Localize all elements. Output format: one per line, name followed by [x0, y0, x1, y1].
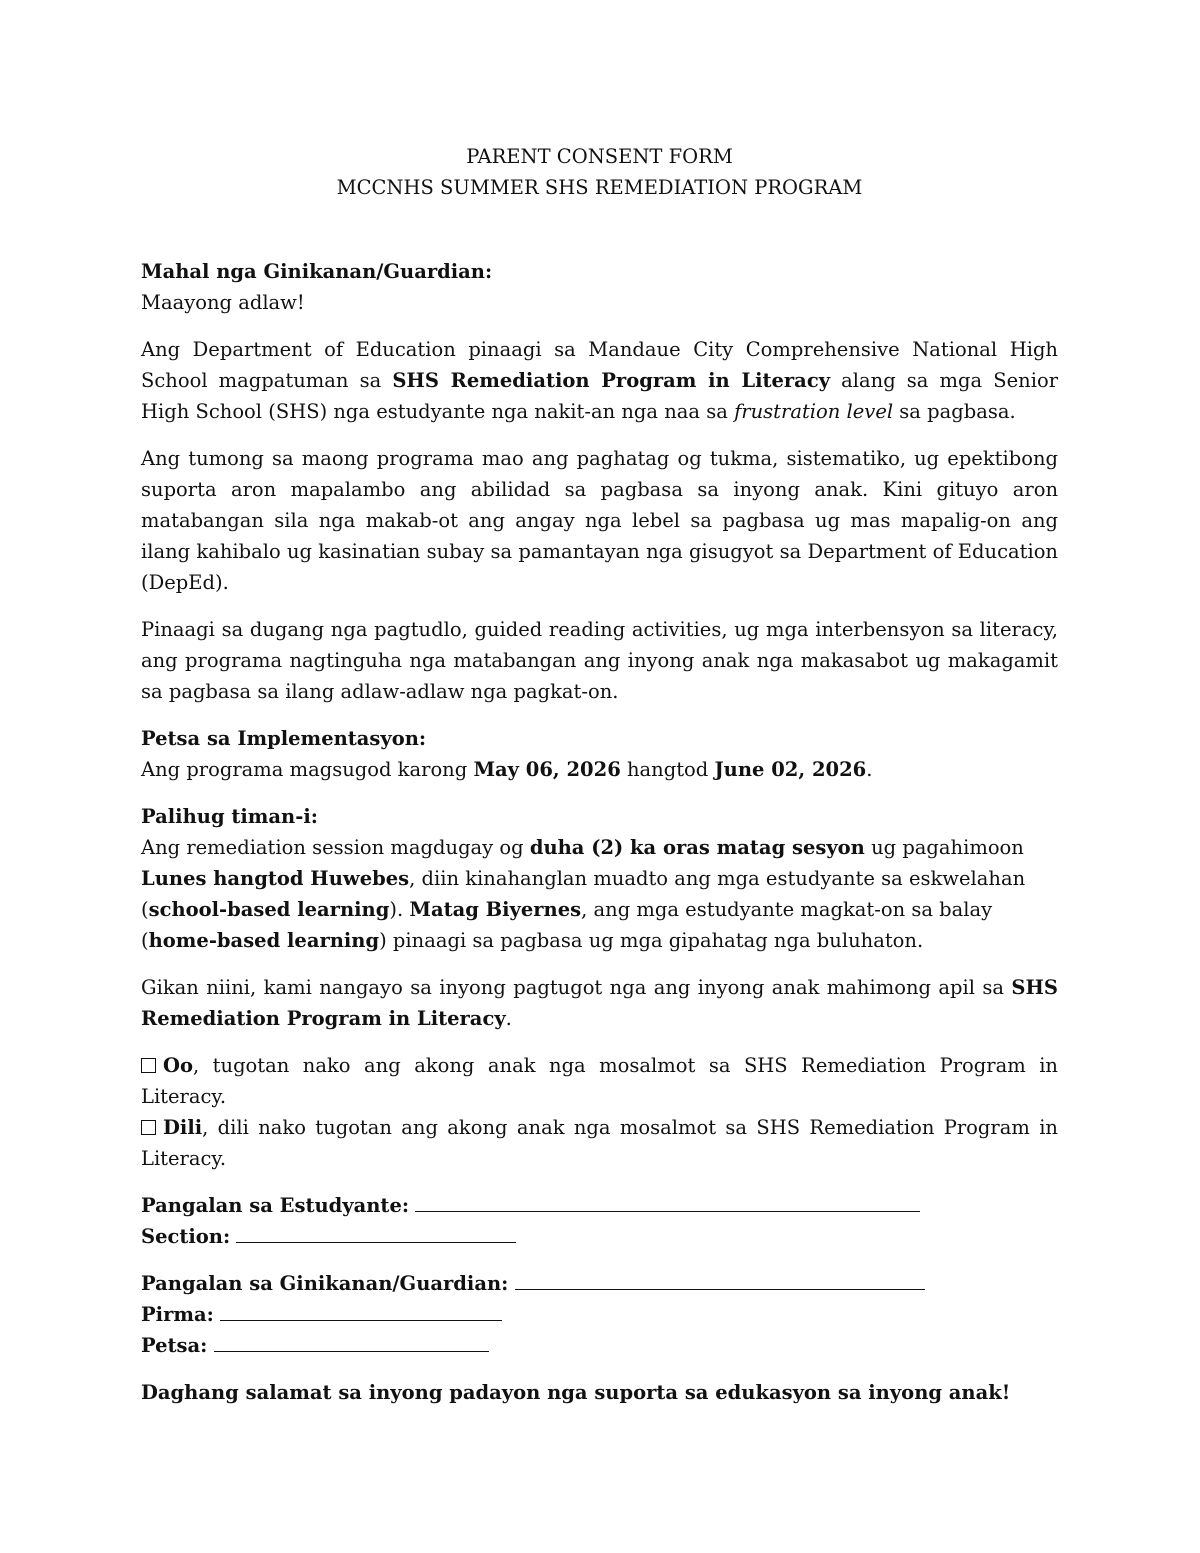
signature-blank[interactable]: [220, 1302, 502, 1321]
guardian-name-field: [141, 1268, 1058, 1299]
guardian-name-blank[interactable]: [515, 1271, 925, 1290]
student-name-field: [141, 1190, 1058, 1221]
date-blank[interactable]: [214, 1333, 489, 1352]
closing-line: Daghang salamat sa inyong padayon nga suporta sa edukasyon sa inyong anak!: [141, 1381, 1011, 1404]
guardian-name-label: Pangalan sa Ginikanan/Guardian:: [141, 1272, 509, 1295]
salutation: Mahal nga Ginikanan/Guardian:: [141, 260, 493, 283]
checkbox-yes[interactable]: [141, 1058, 156, 1073]
notice-heading: Palihug timan-i:: [141, 805, 318, 828]
title-line-2: MCCNHS SUMMER SHS REMEDIATION PROGRAM: [336, 176, 863, 199]
date-field: [141, 1330, 1058, 1361]
notice-paragraph: Ang remediation session magdugay og duha (2) ka oras matag sesyon ug pagahimoon Lunes hangtod Huwebes, diin kinahanglan muadto ang mga estudyante sa eskwelahan (school-based learning). Matag Biyernes, ang mga estudyante magkat-on sa balay (home-based learning) pinaagi sa pagbasa ug mga gipahatag nga buluhaton.: [141, 836, 1026, 952]
section-label: Section:: [141, 1225, 231, 1248]
greeting-line: Maayong adlaw!: [141, 291, 305, 314]
student-name-label: Pangalan sa Estudyante:: [141, 1194, 410, 1217]
date-label: Petsa:: [141, 1334, 208, 1357]
section-field: [141, 1221, 1058, 1252]
title-line-1: PARENT CONSENT FORM: [466, 145, 733, 168]
method-paragraph: Pinaagi sa dugang nga pagtudlo, guided reading activities, ug mga interbensyon sa literacy, ang programa nagtinguha nga matabangan ang inyong anak nga makasabot ug makagamit sa pagbasa sa ilang adlaw-adlaw nga pagkat-on.: [141, 618, 1058, 703]
start-date: May 06, 2026: [473, 758, 621, 781]
signature-label: Pirma:: [141, 1303, 214, 1326]
request-paragraph: Gikan niini, kami nangayo sa inyong pagtugot nga ang inyong anak mahimong apil sa SHS Remediation Program in Literacy.: [141, 976, 1058, 1030]
student-name-blank[interactable]: [415, 1193, 920, 1212]
end-date: June 02, 2026: [714, 758, 867, 781]
form-title: [141, 141, 1058, 203]
document-body: [141, 141, 1058, 1408]
dates-heading: Petsa sa Implementasyon:: [141, 727, 427, 750]
signature-field: [141, 1299, 1058, 1330]
consent-option-yes[interactable]: Oo, tugotan nako ang akong anak nga mosalmot sa SHS Remediation Program in Literacy.: [141, 1054, 1058, 1108]
consent-option-no[interactable]: Dili, dili nako tugotan ang akong anak nga mosalmot sa SHS Remediation Program in Literacy.: [141, 1116, 1058, 1170]
goal-paragraph: Ang tumong sa maong programa mao ang paghatag og tukma, sistematiko, ug epektibong suporta aron mapalambo ang abilidad sa pagbasa sa inyong anak. Kini gituyo aron matabangan sila nga makab-ot ang angay nga lebel sa pagbasa ug mas mapalig-on ang ilang kahibalo ug kasinatian subay sa pamantayan nga gisugyot sa Department of Education (DepEd).: [141, 447, 1058, 594]
dates-paragraph: Ang programa magsugod karong May 06, 2026 hangtod June 02, 2026.: [141, 758, 873, 781]
section-blank[interactable]: [236, 1224, 516, 1243]
checkbox-no[interactable]: [141, 1120, 156, 1135]
intro-paragraph: Ang Department of Education pinaagi sa Mandaue City Comprehensive National High School magpatuman sa SHS Remediation Program in Literacy alang sa mga Senior High School (SHS) nga estudyante nga nakit-an nga naa sa frustration level sa pagbasa.: [141, 338, 1059, 423]
